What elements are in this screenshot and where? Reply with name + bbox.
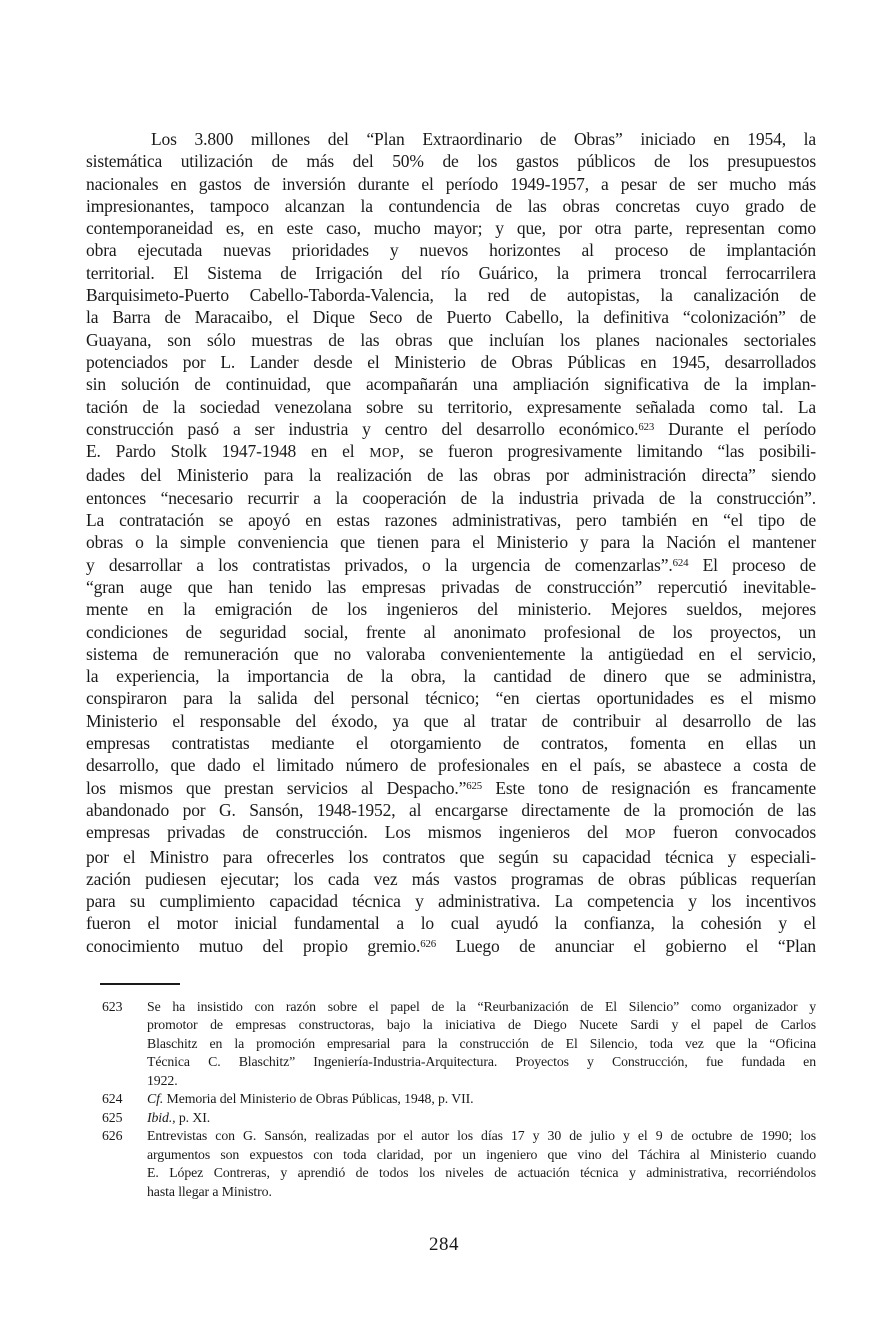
text-line: E. Pardo Stolk 1947-1948 en el MOP, se fueron progresivamente limitando “las posibili- (86, 441, 816, 462)
text-line: Barquisimeto-Puerto Cabello-Taborda-Valencia, la red de autopistas, la canalización de (86, 285, 816, 306)
text-line: tación de la sociedad venezolana sobre su territorio, expresamente señalada como tal. La (86, 396, 816, 417)
footnote-text (147, 1127, 816, 1201)
text-line: empresas contratistas mediante el otorgamiento de contratos, fomenta en ellas un (86, 733, 816, 754)
text-line: abandonado por G. Sansón, 1948-1952, al encargarse directamente de la promoción de las (86, 799, 816, 820)
footnote-number: 624 (102, 1091, 123, 1107)
text-line: La contratación se apoyó en estas razones administrativas, pero también en “el tipo de (86, 510, 816, 531)
footnote (86, 1127, 816, 1201)
footnote (86, 1090, 816, 1109)
text-line: los mismos que prestan servicios al Despacho.”$^{625}$ Este tono de resignación es francamente (86, 777, 816, 798)
text-line: dades del Ministerio para la realización de las obras por administración directa” siendo (86, 465, 816, 486)
text-line: Ministerio el responsable del éxodo, ya que al tratar de contribuir al desarrollo de las (86, 710, 816, 731)
footnote-reference: 624 (672, 556, 689, 569)
footnote-line: Blaschitz en la promoción empresarial para la construcción de El Silencio, toda vez que la “Oficina (147, 1035, 816, 1051)
small-caps-text: MOP (369, 445, 400, 461)
footnote-line: Entrevistas con G. Sansón, realizadas por el autor los días 17 y 30 de julio y el 9 de octubre de 1990; los (147, 1128, 816, 1144)
footnote (86, 1109, 816, 1128)
text-line: Guayana, son sólo muestras de las obras que incluían los planes nacionales sectoriales (86, 329, 816, 350)
small-caps-text: MOP (625, 826, 656, 842)
text-line: para su cumplimiento capacidad técnica y administrativa. La competencia y los incentivos (86, 891, 816, 912)
text-line: empresas privadas de construcción. Los mismos ingenieros del MOP fueron convocados (86, 822, 816, 843)
text-line: la Barra de Maracaibo, el Dique Seco de Puerto Cabello, la definitiva “colonización” de (86, 307, 816, 328)
footnote-text (147, 1090, 816, 1109)
text-line: condiciones de seguridad social, frente al anonimato profesional de los proyectos, un (86, 621, 816, 642)
text-line: conspiraron para la salida del personal técnico; “en ciertas oportunidades es el mismo (86, 688, 816, 709)
footnote-line: Cf. Memoria del Ministerio de Obras Públicas, 1948, p. VII. (147, 1091, 474, 1107)
text-line: mente en la emigración de los ingenieros del ministerio. Mejores sueldos, mejores (86, 599, 816, 620)
text-line: fueron el motor inicial fundamental a lo cual ayudó la confianza, la cohesión y el (86, 913, 816, 934)
footnote-number: 623 (102, 998, 123, 1014)
text-line: impresionantes, tampoco alcanzan la contundencia de las obras concretas cuyo grado de (86, 195, 816, 216)
text-line: entonces “necesario recurrir a la cooperación de la industria privada de la construcción”. (86, 487, 816, 508)
text-line: Los 3.800 millones del “Plan Extraordinario de Obras” iniciado en 1954, la (151, 129, 816, 149)
text-line: nacionales en gastos de inversión durante el período 1949-1957, a pesar de ser mucho más (86, 173, 816, 194)
footnote-reference: 626 (420, 937, 437, 950)
text-line: “gran auge que han tenido las empresas privadas de construcción” repercutió inevitable- (86, 576, 816, 597)
italic-text: Cf. (147, 1091, 164, 1107)
text-line: territorial. El Sistema de Irrigación del río Guárico, la primera troncal ferrocarrilera (86, 262, 816, 283)
footnote-reference: 623 (638, 420, 655, 433)
footnotes (86, 998, 816, 1202)
main-paragraph (86, 128, 816, 957)
text-line: la experiencia, la importancia de la obra, la cantidad de dinero que se administra, (86, 666, 816, 687)
page-number: 284 (429, 1234, 459, 1255)
footnote-line: promotor de empresas constructoras, bajo la iniciativa de Diego Nucete Sardi y el papel de Carlos (147, 1017, 816, 1033)
text-line: desarrollo, que dado el limitado número de profesionales en el país, se abastece a costa de (86, 755, 816, 776)
text-line: obras o la simple conveniencia que tienen para el Ministerio y para la Nación el mantener (86, 532, 816, 553)
footnote-line: Técnica C. Blaschitz” Ingeniería-Industria-Arquitectura. Proyectos y Construcción, fue fundada en (147, 1054, 816, 1070)
text-line: sistema de remuneración que no valoraba convenientemente la antigüedad en el servicio, (86, 643, 816, 664)
footnote-text (147, 1109, 816, 1128)
text-line: contemporaneidad es, en este caso, mucho mayor; y que, por otra parte, representan como (86, 218, 816, 239)
footnote-reference: 625 (466, 779, 483, 792)
text-line: sin solución de continuidad, que acompañarán una ampliación significativa de la implan- (86, 374, 816, 395)
text-line: construcción pasó a ser industria y centro del desarrollo económico.$^{623}$ Durante el período (86, 418, 816, 439)
footnote (86, 998, 816, 1091)
text-block (86, 128, 816, 1201)
italic-text: Ibid., (147, 1109, 176, 1125)
footnote-separator (100, 983, 180, 985)
footnote-number: 626 (102, 1128, 123, 1144)
text-line: por el Ministro para ofrecerles los contratos que según su capacidad técnica y especiali- (86, 846, 816, 867)
text-line: potenciados por L. Lander desde el Ministerio de Obras Públicas en 1945, desarrollados (86, 351, 816, 372)
text-line: zación pudiesen ejecutar; los cada vez más vastos programas de obras públicas requerían (86, 868, 816, 889)
text-line: obra ejecutada nuevas prioridades y nuevos horizontes al proceso de implantación (86, 240, 816, 261)
footnote-line: hasta llegar a Ministro. (147, 1183, 272, 1199)
footnote-line: E. López Contreras, y aprendió de todos los niveles de actuación técnica y administrativa, recorriéndolos (147, 1165, 816, 1181)
footnote-line: Se ha insistido con razón sobre el papel de la “Reurbanización de El Silencio” como organizador y (147, 998, 816, 1014)
footnote-line: 1922. (147, 1072, 178, 1088)
text-line: sistemática utilización de más del 50% de los gastos públicos de los presupuestos (86, 151, 816, 172)
text-line: conocimiento mutuo del propio gremio.$^{626}$ Luego de anunciar el gobierno el “Plan (86, 935, 816, 956)
footnote-line: argumentos son expuestos con toda claridad, por un ingeniero que vino del Táchira al Ministerio cuando (147, 1146, 816, 1162)
footnote-line: Ibid., p. XI. (147, 1109, 211, 1125)
text-line: y desarrollar a los contratistas privados, o la urgencia de comenzarlas”.$^{624}$ El proceso de (86, 554, 816, 575)
footnote-number: 625 (102, 1109, 123, 1125)
footnote-text (147, 998, 816, 1091)
